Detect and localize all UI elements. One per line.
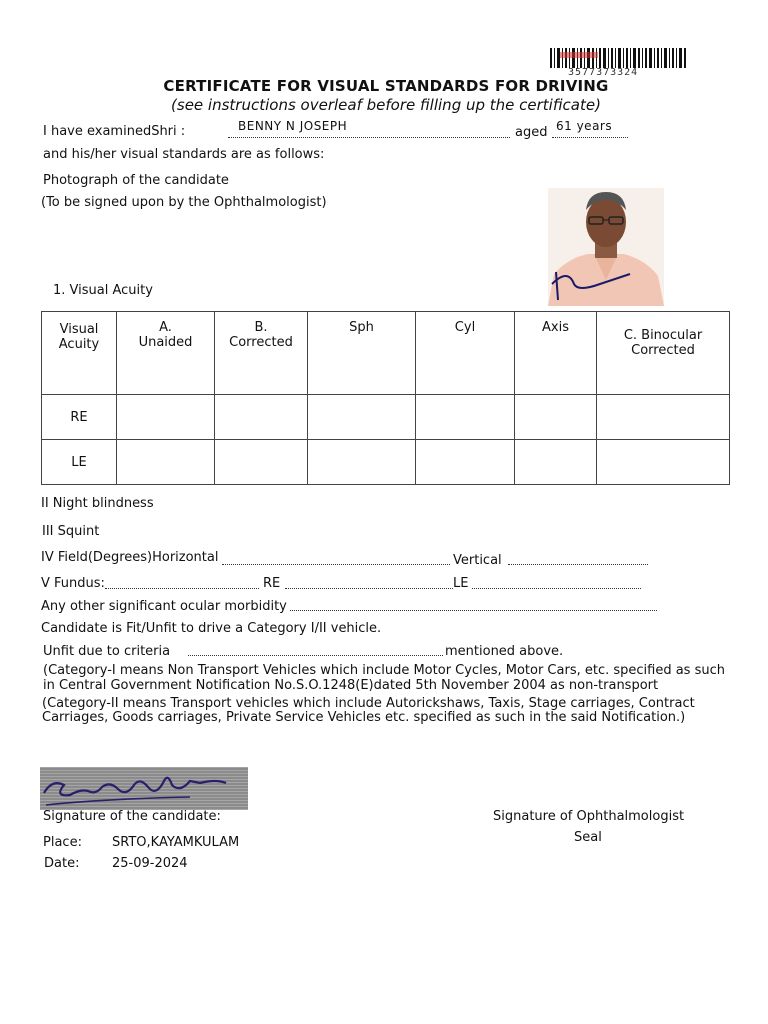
candidate-signature-image (40, 767, 248, 810)
name-field (228, 119, 510, 138)
aged-label: aged (515, 125, 548, 140)
barcode (550, 48, 688, 68)
fundus-label: V Fundus: (41, 576, 105, 591)
re-line (285, 578, 453, 589)
candidate-signature-label: Signature of the candidate: (43, 809, 221, 824)
row-label: RE (42, 395, 117, 440)
table-cell (308, 395, 416, 440)
table-cell (416, 395, 515, 440)
table-cell (215, 440, 308, 485)
signature-scan (40, 767, 248, 810)
table-cell (308, 440, 416, 485)
category2-note-line1: (Category-II means Transport vehicles which include Autorickshaws, Taxis, Stage carriages, Contract (42, 696, 695, 711)
candidate-photo-image (548, 188, 664, 306)
examined-label: I have examinedShri : (43, 124, 186, 139)
unfit-criteria-line (188, 645, 443, 656)
table-cell (515, 395, 597, 440)
photo-instruction: (To be signed upon by the Ophthalmologist) (41, 195, 327, 210)
column-header: Axis (515, 312, 597, 395)
column-header: B. Corrected (215, 312, 308, 395)
table-cell (117, 440, 215, 485)
re-label: RE (263, 576, 281, 591)
fundus-line (105, 578, 259, 589)
candidate-photo (548, 188, 664, 306)
ocular-morbidity-label: Any other significant ocular morbidity (41, 599, 287, 614)
le-line (472, 578, 641, 589)
visual-standards-text: and his/her visual standards are as follows: (43, 147, 325, 162)
seal-label: Seal (574, 830, 602, 845)
place-label: Place: (43, 835, 82, 850)
certificate-title: CERTIFICATE FOR VISUAL STANDARDS FOR DRIVING (163, 77, 609, 95)
mentioned-above-text: mentioned above. (445, 644, 564, 659)
ophthalmologist-signature-label: Signature of Ophthalmologist (493, 809, 685, 824)
category1-note-line2: in Central Government Notification No.S.O.1248(E)dated 5th November 2004 as non-transport (43, 678, 659, 693)
table-cell (117, 395, 215, 440)
table-row-le (42, 440, 730, 485)
table-cell (215, 395, 308, 440)
certificate-subtitle: (see instructions overleaf before filling up the certificate) (171, 96, 601, 114)
row-label: LE (42, 440, 117, 485)
unfit-criteria-label: Unfit due to criteria (43, 644, 171, 659)
visual-acuity-heading: 1. Visual Acuity (53, 283, 153, 298)
table-cell (416, 440, 515, 485)
vertical-label: Vertical (453, 553, 502, 568)
candidate-age: 61 years (556, 119, 613, 133)
fit-unfit-statement: Candidate is Fit/Unfit to drive a Category I/II vehicle. (41, 621, 382, 636)
column-header: A. Unaided (117, 312, 215, 395)
table-row-re (42, 395, 730, 440)
night-blindness-label: II Night blindness (41, 496, 154, 511)
field-horizontal-line (222, 554, 450, 565)
place-value: SRTO,KAYAMKULAM (112, 835, 240, 850)
column-header: Sph (308, 312, 416, 395)
table-cell (597, 440, 730, 485)
le-label: LE (453, 576, 469, 591)
ocular-morbidity-line (290, 600, 657, 611)
date-value: 25-09-2024 (112, 856, 188, 871)
barcode-number: 3577373324 (568, 67, 639, 78)
vertical-line (508, 554, 648, 565)
squint-label: III Squint (42, 524, 100, 539)
field-horizontal-label: IV Field(Degrees)Horizontal (41, 550, 219, 565)
category1-note-line1: (Category-I means Non Transport Vehicles which include Motor Cycles, Motor Cars, etc. specified as such (43, 663, 725, 678)
column-header: C. Binocular Corrected (597, 312, 730, 395)
category2-note-line2: Carriages, Goods carriages, Private Service Vehicles etc. specified as such in the said Notification.) (42, 710, 686, 725)
candidate-name: BENNY N JOSEPH (238, 119, 348, 133)
table-cell (515, 440, 597, 485)
table-header-row (42, 312, 730, 395)
visual-acuity-table (41, 311, 730, 485)
table-cell (597, 395, 730, 440)
photo-label: Photograph of the candidate (43, 173, 229, 188)
column-header: Visual Acuity (42, 312, 117, 395)
age-field (552, 119, 628, 138)
date-label: Date: (44, 856, 80, 871)
column-header: Cyl (416, 312, 515, 395)
